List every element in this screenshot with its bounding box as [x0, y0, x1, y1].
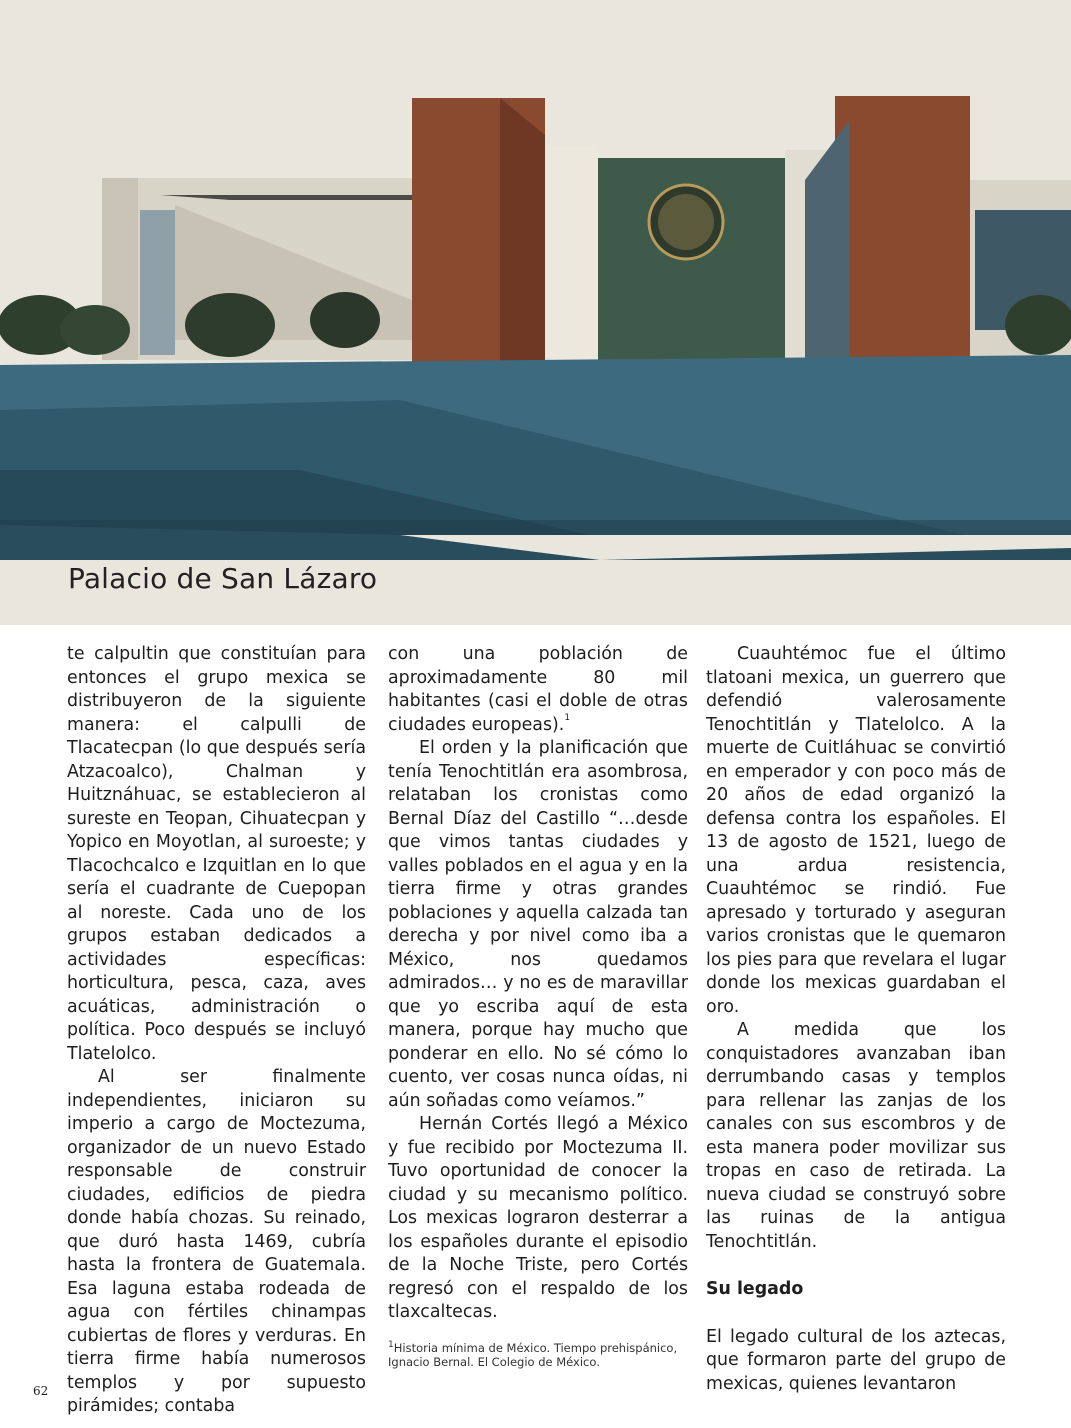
footnote — [388, 1341, 688, 1369]
paragraph: A medida que los conquistadores avanzaban iban derrumbando casas y templos para rellenar las zanjas de los canales con sus escombros y de esta manera poder movilizar sus tropas en caso de retirada. La nueva ciudad se construyó sobre las ruinas de la antigua Tenochtitlán. — [706, 1020, 1006, 1252]
hero-photo — [0, 0, 1071, 625]
paragraph: El orden y la planificación que tenía Tenochtitlán era asombrosa, relataban los cronistas como Bernal Díaz del Castillo “…desde que vimos tantas ciudades y valles poblados en el agua y en la tierra firme y otras grandes poblaciones y aquella calzada tan derecha y por nivel como iba a México, nos quedamos admirados… y no es de maravillar que yo escriba aquí de esta manera, porque hay mucho que ponderar en ello. No sé cómo lo cuento, ver cosas nunca oídas, ni aún soñadas como veíamos.” — [388, 738, 688, 1111]
footnote-text: Historia mínima de México. Tiempo prehispánico, Ignacio Bernal. El Colegio de México. — [388, 1340, 678, 1369]
paragraph: Al ser finalmente independientes, iniciaron su imperio a cargo de Moctezuma, organizador de un nuevo Estado responsable de construir ciudades, edificios de piedra donde había chozas. Su reinado, que duró hasta 1469, cubría hasta la frontera de Guatemala. Esa laguna estaba rodeada de agua con fértiles chinampas cubiertas de flores y verduras. En tierra firme había numerosos templos y por supuesto pirámides; contaba — [67, 1067, 366, 1416]
paragraph: con una población de aproximadamente 80 mil habitantes (casi el doble de otras ciudades europeas).$^1$ — [388, 644, 688, 735]
footnote-mark: 1 — [388, 1339, 394, 1350]
paragraph: Cuauhtémoc fue el último tlatoani mexica, un guerrero que defendió valerosamente Tenochtitlán y Tlatelolco. A la muerte de Cuitláhuac se convirtió en emperador y con poco más de 20 años de edad organizó la defensa contra los españoles. El 13 de agosto de 1521, luego de una ardua resistencia, Cuauhtémoc se rindió. Fue apresado y torturado y aseguran varios cronistas que le quemaron los pies para que revelara el lugar donde los mexicas guardaban el oro. — [706, 644, 1006, 1017]
page-number: 62 — [33, 1384, 49, 1398]
text-column-2 — [388, 643, 688, 1369]
text-column-1 — [67, 643, 366, 1419]
paragraph: El legado cultural de los aztecas, que formaron parte del grupo de mexicas, quienes levantaron — [706, 1326, 1006, 1394]
paragraph: te calpultin que constituían para entonces el grupo mexica se distribuyeron de la siguiente manera: el calpulli de Tlacatecpan (lo que después sería Atzacoalco), Chalman y Huitznáhuac, se establecieron al sureste en Teopan, Cihuatecpan y Yopico en Moyotlan, al suroeste; y Tlacochcalco e Izquitlan en lo que sería el cuadrante de Cuepopan al noreste. Cada uno de los grupos estaban dedicados a actividades específicas: horticultura, pesca, caza, aves acuáticas, administración o política. Poco después se incluyó Tlatelolco. — [67, 644, 366, 1064]
footnote-reference[interactable]: 1 — [564, 712, 571, 723]
section-heading: Su legado — [706, 1279, 804, 1299]
text-column-3 — [706, 643, 1006, 1396]
paragraph: Hernán Cortés llegó a México y fue recibido por Moctezuma II. Tuvo oportunidad de conocer la ciudad y su mecanismo político. Los mexicas lograron desterrar a los españoles durante el episodio de la Noche Triste, pero Cortés regresó con el respaldo de los tlaxcaltecas. — [388, 1114, 688, 1322]
photo-caption: Palacio de San Lázaro — [68, 562, 378, 595]
palacio-illustration — [0, 0, 1071, 625]
